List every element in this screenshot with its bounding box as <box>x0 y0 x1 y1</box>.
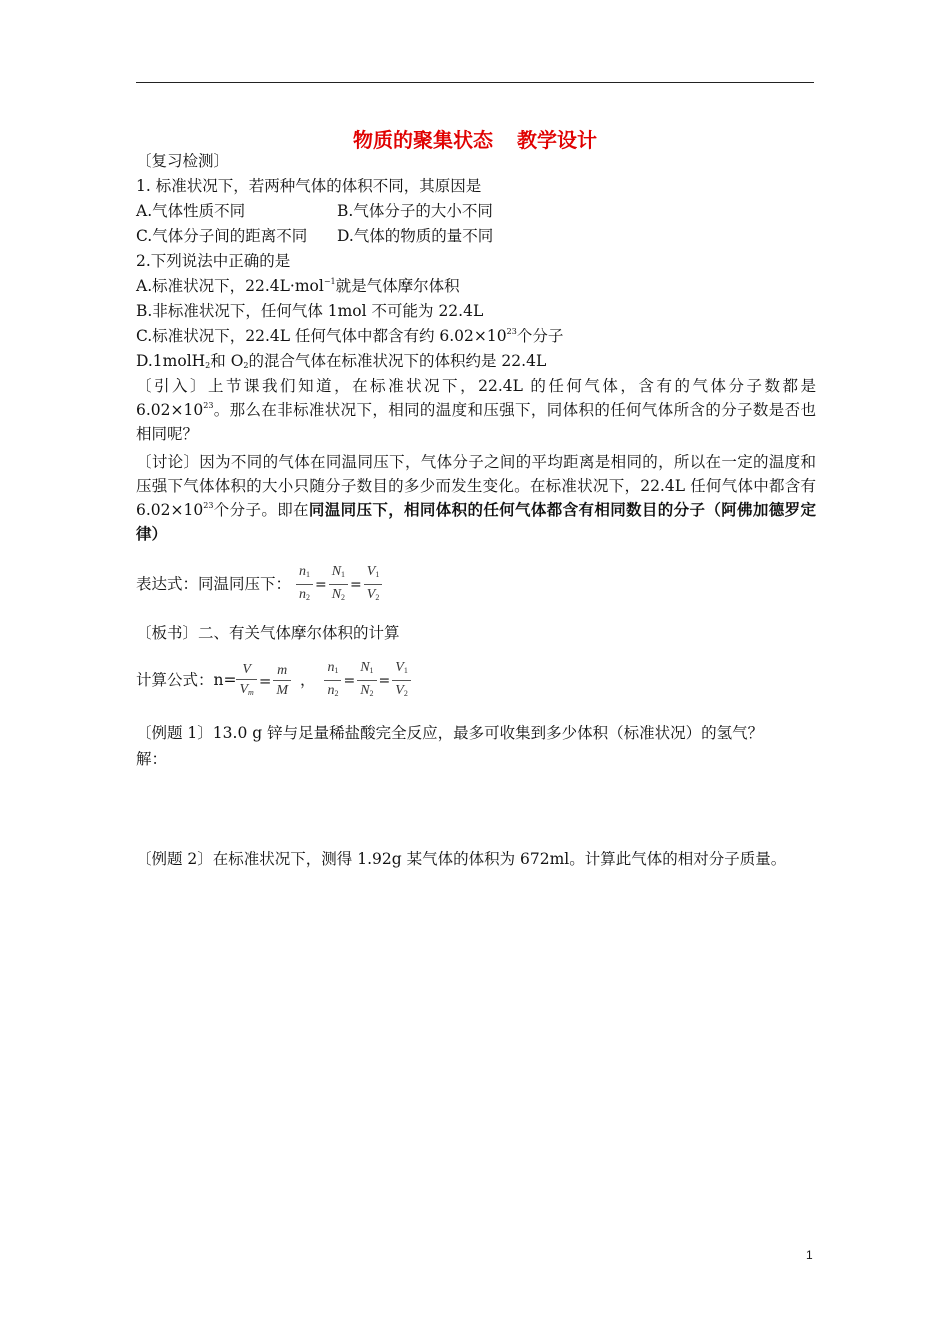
fraction-n1-over-n2: $\frac{n1}{n2}$ <box>296 562 313 608</box>
q2-option-d: D.1molH$_2$和 $O_2$的混合气体在标准状况下的体积约是 22.4L <box>136 352 547 370</box>
formula-label: 计算公式：n= <box>136 671 237 689</box>
title-part-2: 教学设计 <box>517 128 597 152</box>
review-header: 〔复习检测〕 <box>136 152 230 170</box>
example-1: 〔例题 1〕13.0 g 锌与足量稀盐酸完全反应，最多可收集到多少体积（标准状况）的氢气？ <box>136 724 764 742</box>
title-part-1: 物质的聚集状态 <box>353 128 493 152</box>
formula-fraction-V1-over-V2: $\frac{V1}{V2}$ <box>392 658 411 704</box>
fraction-V-over-Vm: $\frac{V}{Vm}$ <box>236 660 256 703</box>
fraction-m-over-M: $\frac{m}{M}$ <box>273 661 291 701</box>
q1-stem: 1. 标准状况下，若两种气体的体积不同，其原因是 <box>136 177 482 195</box>
q2-option-c: C.标准状况下，22.4L 任何气体中都含有约 $6.02\times 10^{23}$个分子 <box>136 327 564 345</box>
q1-option-c: C.气体分子间的距离不同 <box>136 227 308 245</box>
document-title <box>0 124 950 153</box>
intro-paragraph: 〔引入〕上节课我们知道，在标准状况下，22.4L 的任何气体，含有的气体分子数都是 $6.02\times 10^{23}$。那么在非标准状况下，相同的温度和压强下，同体积的任何气体所含的分子数是否也相同呢？ <box>136 377 816 443</box>
q2-option-b: B.非标准状况下，任何气体 1mol 不可能为 22.4L <box>136 302 484 320</box>
q1-option-d: D.气体的物质的量不同 <box>337 227 494 245</box>
formula-fraction-n1-over-n2: $\frac{n1}{n2}$ <box>324 658 341 704</box>
q1-option-b: B.气体分子的大小不同 <box>337 202 493 220</box>
q2-stem: 2.下列说法中正确的是 <box>136 252 291 270</box>
avogadro-law-statement: 同温同压下，相同体积的任何气体都含有相同数目的分子（阿佛加德罗定律） <box>136 501 816 543</box>
page-number: 1 <box>806 1248 813 1262</box>
fraction-V1-over-V2: $\frac{V1}{V2}$ <box>364 562 383 608</box>
expression-label: 表达式：同温同压下： <box>136 575 292 593</box>
formula-fraction-N1-over-N2: $\frac{N1}{N2}$ <box>357 658 376 704</box>
expression-line: 表达式：同温同压下： $\frac{n1}{n2}$ = $\frac{N1}{N2}$ = $\frac{V1}{V2}$ <box>136 562 382 608</box>
discussion-paragraph: 〔讨论〕因为不同的气体在同温同压下，气体分子之间的平均距离是相同的，所以在一定的温度和压强下气体体积的大小只随分子数目的多少而发生变化。在标准状况下，22.4L 任何气体中都含有 $6.02\times 10^{23}$个分子。即在同温同压下，相同体积的任何气体都含有相同数目的分子（阿佛加德罗定律） <box>136 453 816 543</box>
q1-option-a: A.气体性质不同 <box>136 202 246 220</box>
solution-label: 解： <box>136 750 168 768</box>
formula-line: 计算公式：n= $\frac{V}{Vm}$ = $\frac{m}{M}$ ， $\frac{n1}{n2}$ = $\frac{N1}{N2}$ = $\frac{V1}{V2}$ <box>136 658 411 704</box>
example-2: 〔例题 2〕在标准状况下，测得 1.92g 某气体的体积为 672ml。计算此气体的相对分子质量。 <box>136 850 787 868</box>
header-rule <box>136 82 814 83</box>
board-heading: 〔板书〕二、有关气体摩尔体积的计算 <box>136 624 400 642</box>
q2-option-a: A.标准状况下，22.4L·mol$^{-1}$就是气体摩尔体积 <box>136 277 460 295</box>
fraction-N1-over-N2: $\frac{N1}{N2}$ <box>329 562 348 608</box>
